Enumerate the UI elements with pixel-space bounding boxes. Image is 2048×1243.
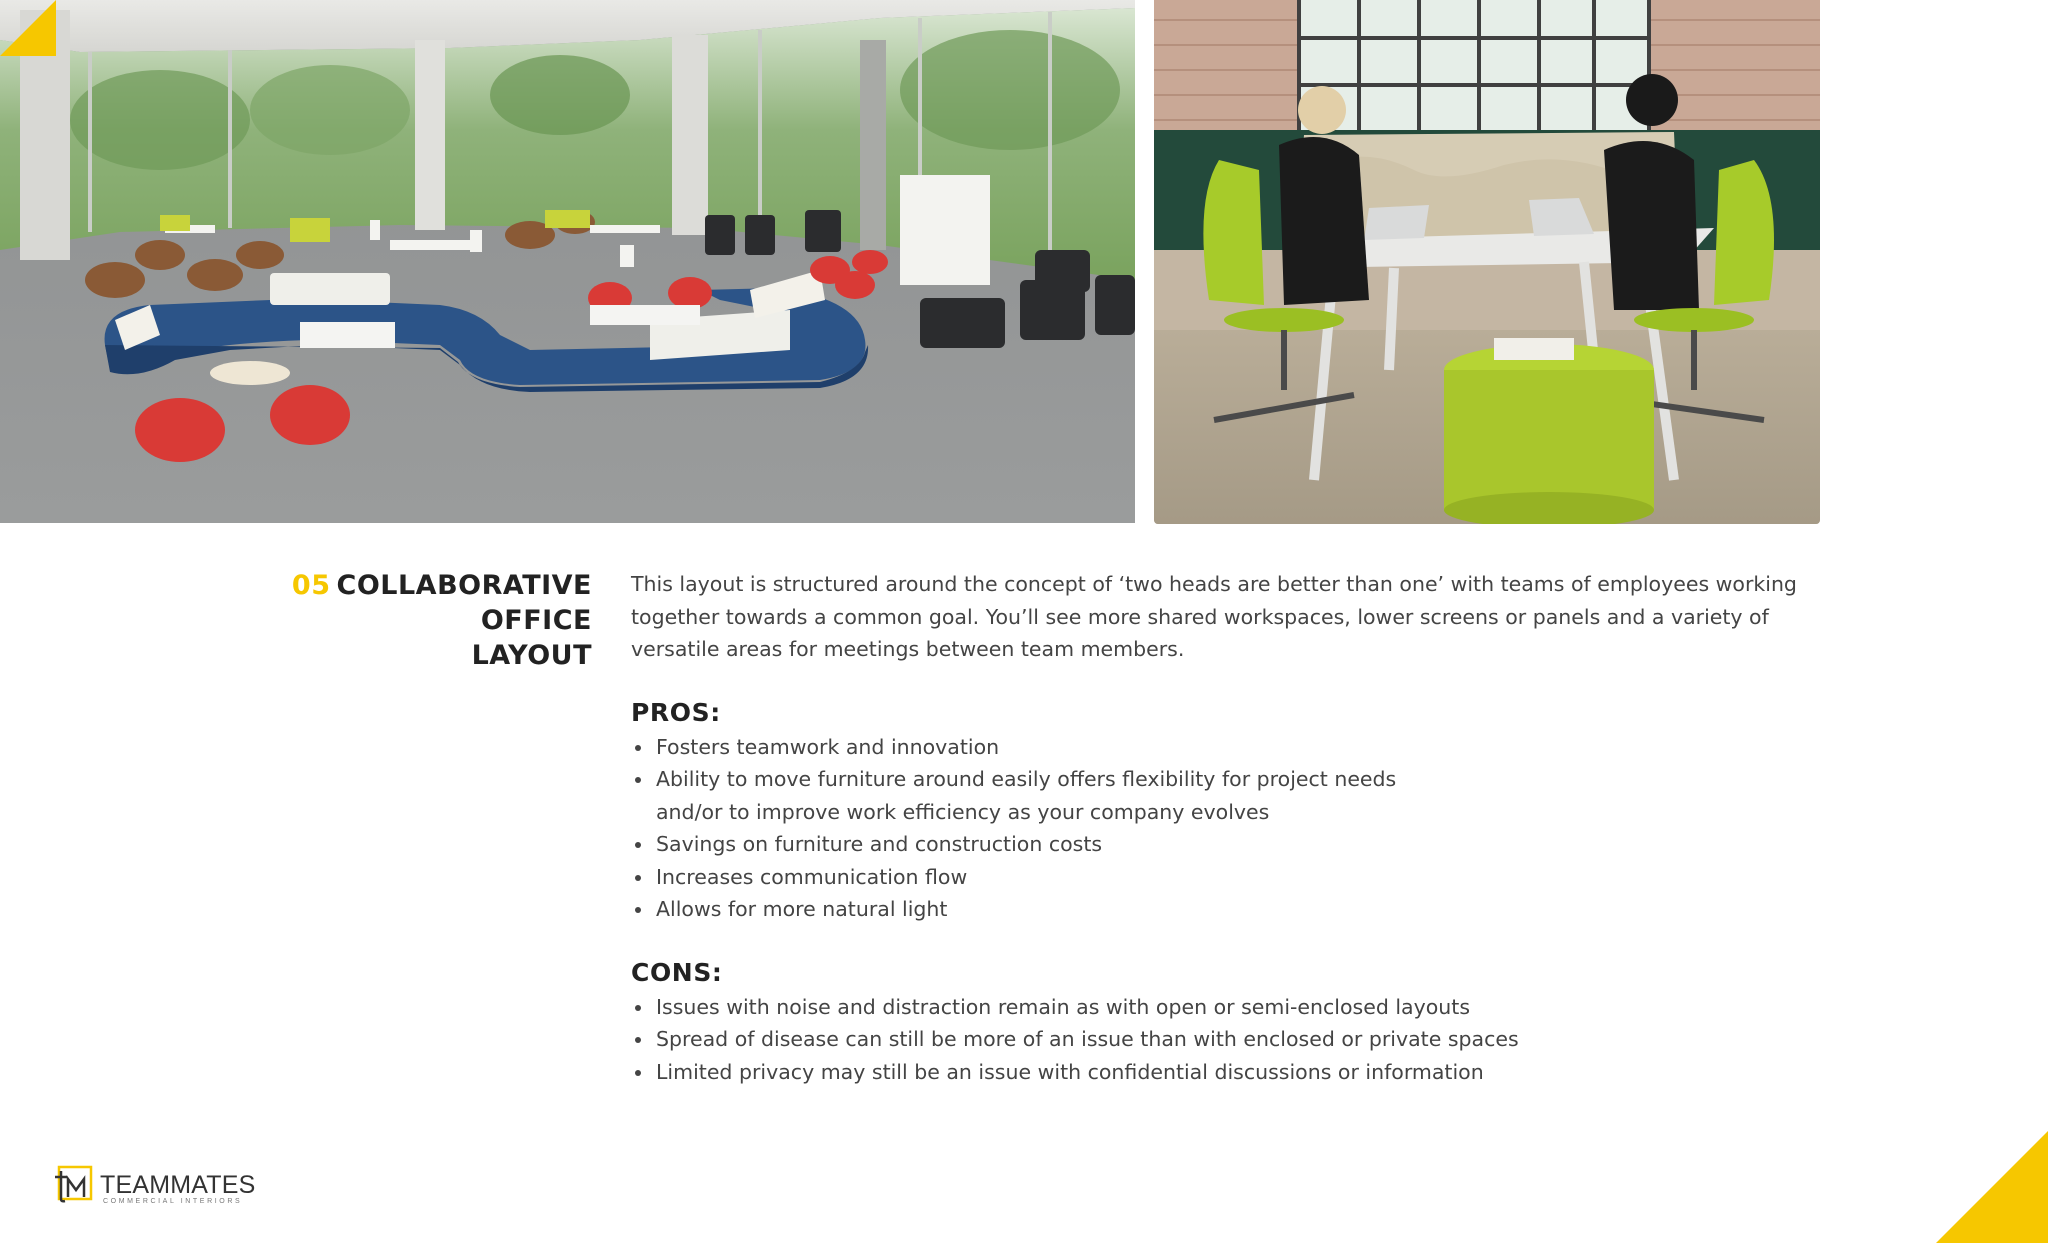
cons-list [631,991,1831,1089]
teammates-logo [53,1165,283,1205]
cons-item: Issues with noise and distraction remain as with open or semi-enclosed layouts [631,991,1831,1024]
logo-tagline: COMMERCIAL INTERIORS [103,1198,243,1205]
layout-description [631,568,1831,1088]
yellow-triangle-icon [0,0,56,56]
cons-item: Limited privacy may still be an issue with confidential discussions or information [631,1056,1831,1089]
pros-item: Increases communication flow [631,861,1831,894]
cons-heading: CONS: [631,957,723,987]
pros-list [631,731,1831,926]
section-title-line1: COLLABORATIVE OFFICE [336,570,592,636]
cons-item: Spread of disease can still be more of an issue than with enclosed or private spaces [631,1023,1831,1056]
section-title [172,568,592,673]
intro-paragraph: This layout is structured around the concept of ‘two heads are better than one’ with teams of employees working together towards a common goal. You’ll see more shared workspaces, lower screens or panels and a variety of versatile areas for meetings between team members. [631,572,1797,661]
pros-item: Savings on furniture and construction costs [631,828,1831,861]
pros-heading: PROS: [631,697,721,727]
yellow-triangle-icon [1936,1131,2048,1243]
photo-meeting-table [1154,0,1820,524]
pros-item: Fosters teamwork and innovation [631,731,1831,764]
tm-monogram-icon [53,1165,95,1203]
section-number: 05 [291,570,331,601]
photo-open-lounge [0,0,1135,523]
logo-wordmark: TEAMMATES [100,1171,256,1199]
section-title-line2: LAYOUT [471,640,592,671]
pros-item: Allows for more natural light [631,893,1831,926]
pros-item: Ability to move furniture around easily offers flexibility for project needs and/or to improve work efficiency as your company evolves [631,763,1456,828]
